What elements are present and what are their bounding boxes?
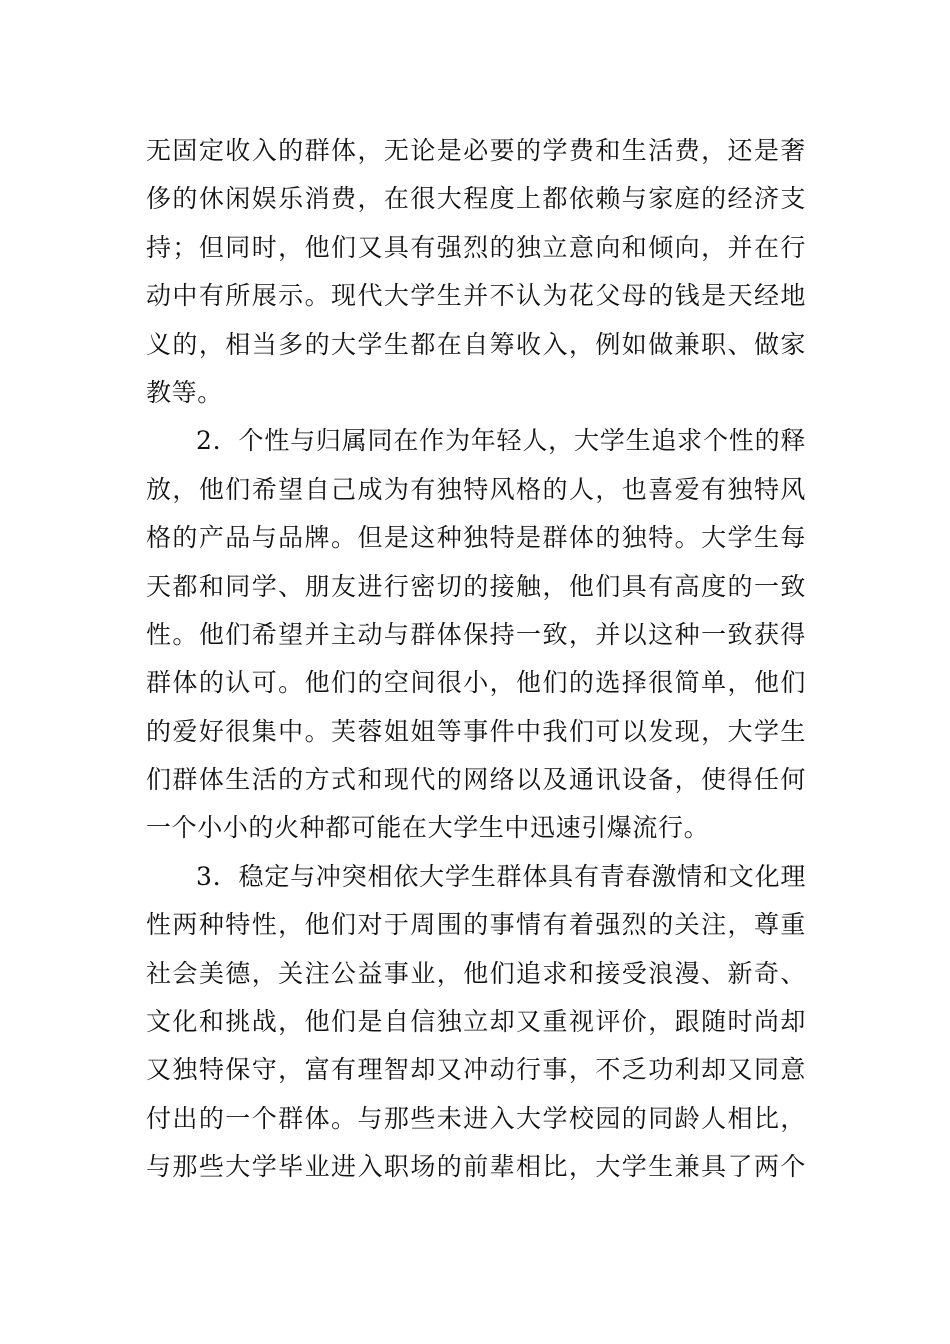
text-line: 放，他们希望自己成为有独特风格的人，也喜爱有独特风 <box>146 474 806 504</box>
text-line: 无固定收入的群体，无论是必要的学费和生活费，还是奢 <box>146 136 806 165</box>
text-line: 2．个性与归属同在作为年轻人，大学生追求个性的释 <box>196 426 806 456</box>
paragraph-intro-continued <box>146 127 806 417</box>
text-line: 格的产品与品牌。但是这种独特是群体的独特。大学生每 <box>146 523 806 553</box>
text-line: 持；但同时，他们又具有强烈的独立意向和倾向，并在行 <box>146 232 806 262</box>
text-line: 性两种特性，他们对于周围的事情有着强烈的关注，尊重 <box>146 910 806 940</box>
text-line: 侈的休闲娱乐消费，在很大程度上都依赖与家庭的经济支 <box>146 184 806 214</box>
paragraph-point-2 <box>146 417 806 853</box>
text-line: 天都和同学、朋友进行密切的接触，他们具有高度的一致 <box>146 571 806 601</box>
text-line: 3．稳定与冲突相依大学生群体具有青春激情和文化理 <box>196 861 806 891</box>
text-line: 文化和挑战，他们是自信独立却又重视评价，跟随时尚却 <box>146 1007 806 1037</box>
text-line: 群体的认可。他们的空间很小，他们的选择很简单，他们 <box>146 668 806 698</box>
text-line: 一个小小的火种都可能在大学生中迅速引爆流行。 <box>146 813 710 843</box>
text-line: 义的，相当多的大学生都在自筹收入，例如做兼职、做家 <box>146 329 806 359</box>
text-line: 与那些大学毕业进入职场的前辈相比，大学生兼具了两个 <box>146 1152 806 1182</box>
text-line: 的爱好很集中。芙蓉姐姐等事件中我们可以发现，大学生 <box>146 716 806 746</box>
text-line: 又独特保守，富有理智却又冲动行事，不乏功利却又同意 <box>146 1055 806 1085</box>
text-line: 付出的一个群体。与那些未进入大学校园的同龄人相比， <box>146 1103 806 1133</box>
text-line: 教等。 <box>146 377 223 407</box>
document-page <box>146 127 806 1192</box>
text-line: 动中有所展示。现代大学生并不认为花父母的钱是天经地 <box>146 281 806 311</box>
paragraph-point-3 <box>146 853 806 1192</box>
text-line: 社会美德，关注公益事业，他们追求和接受浪漫、新奇、 <box>146 958 806 988</box>
text-line: 们群体生活的方式和现代的网络以及通讯设备，使得任何 <box>146 765 806 795</box>
text-line: 性。他们希望并主动与群体保持一致，并以这种一致获得 <box>146 619 806 649</box>
